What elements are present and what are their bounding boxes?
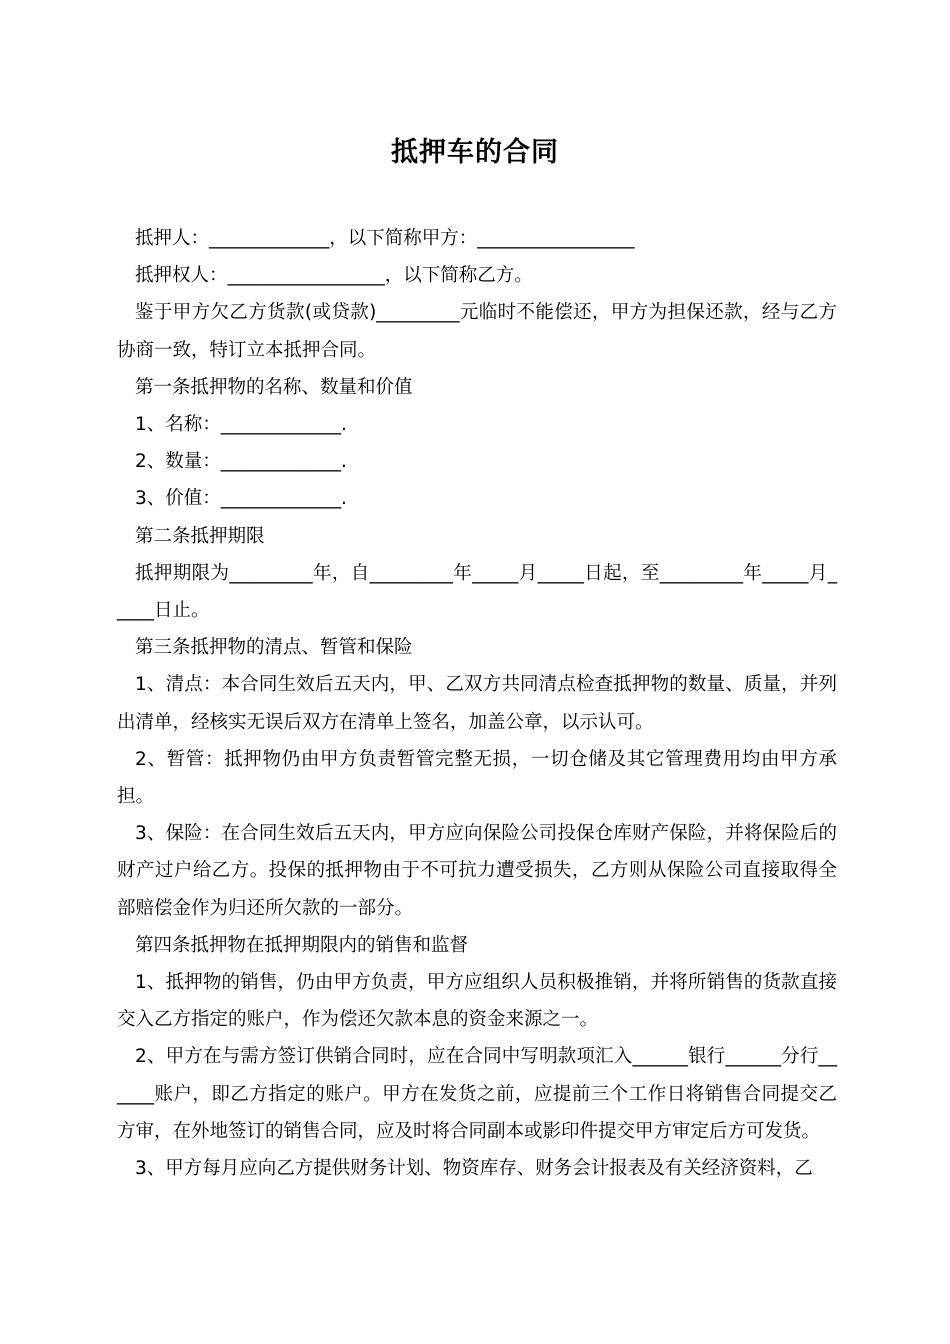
document-title: 抵押车的合同 [391,137,559,168]
article-2-heading: 第二条抵押期限 [135,525,265,547]
party-a-line: 抵押人：_____________，以下简称甲方：_________________ [135,228,635,249]
article-1-item-quantity: 2、数量：_____________. [135,451,347,473]
article-4-item-contracts: 2、甲方在与需方签订供销合同时，应在合同中写明款项汇入______银行______分行______账户，即乙方指定的账户。甲方在发货之前，应提前三个工作日将销售合同提交乙方审，在外地签订的销售合同，应及时将合同副本或影印件提交甲方审定后方可发货。 [117,1046,837,1142]
article-3-heading: 第三条抵押物的清点、暂管和保险 [135,637,413,659]
article-1-item-value: 3、价值：_____________. [135,488,347,510]
article-3-item-insurance: 3、保险：在合同生效后五天内，甲方应向保险公司投保仓库财产保险，并将保险后的财产过户给乙方。投保的抵押物由于不可抗力遭受损失，乙方则从保险公司直接取得全部赔偿金作为归还所欠款的一部分。 [117,823,837,919]
article-3-item-custody: 2、暂管：抵押物仍由甲方负责暂管完整无损，一切仓储及其它管理费用均由甲方承担。 [117,748,837,808]
article-4-item-sales: 1、抵押物的销售，仍由甲方负责，甲方应组织人员积极推销，并将所销售的货款直接交入乙方指定的账户，作为偿还欠款本息的资金来源之一。 [117,972,837,1031]
document-body [117,220,837,1187]
article-1-heading: 第一条抵押物的名称、数量和价值 [135,376,413,398]
party-b-line: 抵押权人：_________________，以下简称乙方。 [135,265,533,287]
article-1-item-name: 1、名称：_____________. [135,414,347,436]
article-4-heading: 第四条抵押物在抵押期限内的销售和监督 [135,934,469,956]
preamble-paragraph: 鉴于甲方欠乙方货款(或贷款)_________元临时不能偿还，甲方为担保还款，经与乙方协商一致，特订立本抵押合同。 [117,302,837,361]
article-2-term-paragraph: 抵押期限为_________年，自_________年_____月_____日起，至_________年_____月_____日止。 [117,562,837,622]
article-4-item-reports: 3、甲方每月应向乙方提供财务计划、物资库存、财务会计报表及有关经济资料，乙 [135,1158,813,1180]
article-3-item-inventory: 1、清点：本合同生效后五天内，甲、乙双方共同清点检查抵押物的数量、质量，并列出清单，经核实无误后双方在清单上签名，加盖公章，以示认可。 [117,674,837,733]
